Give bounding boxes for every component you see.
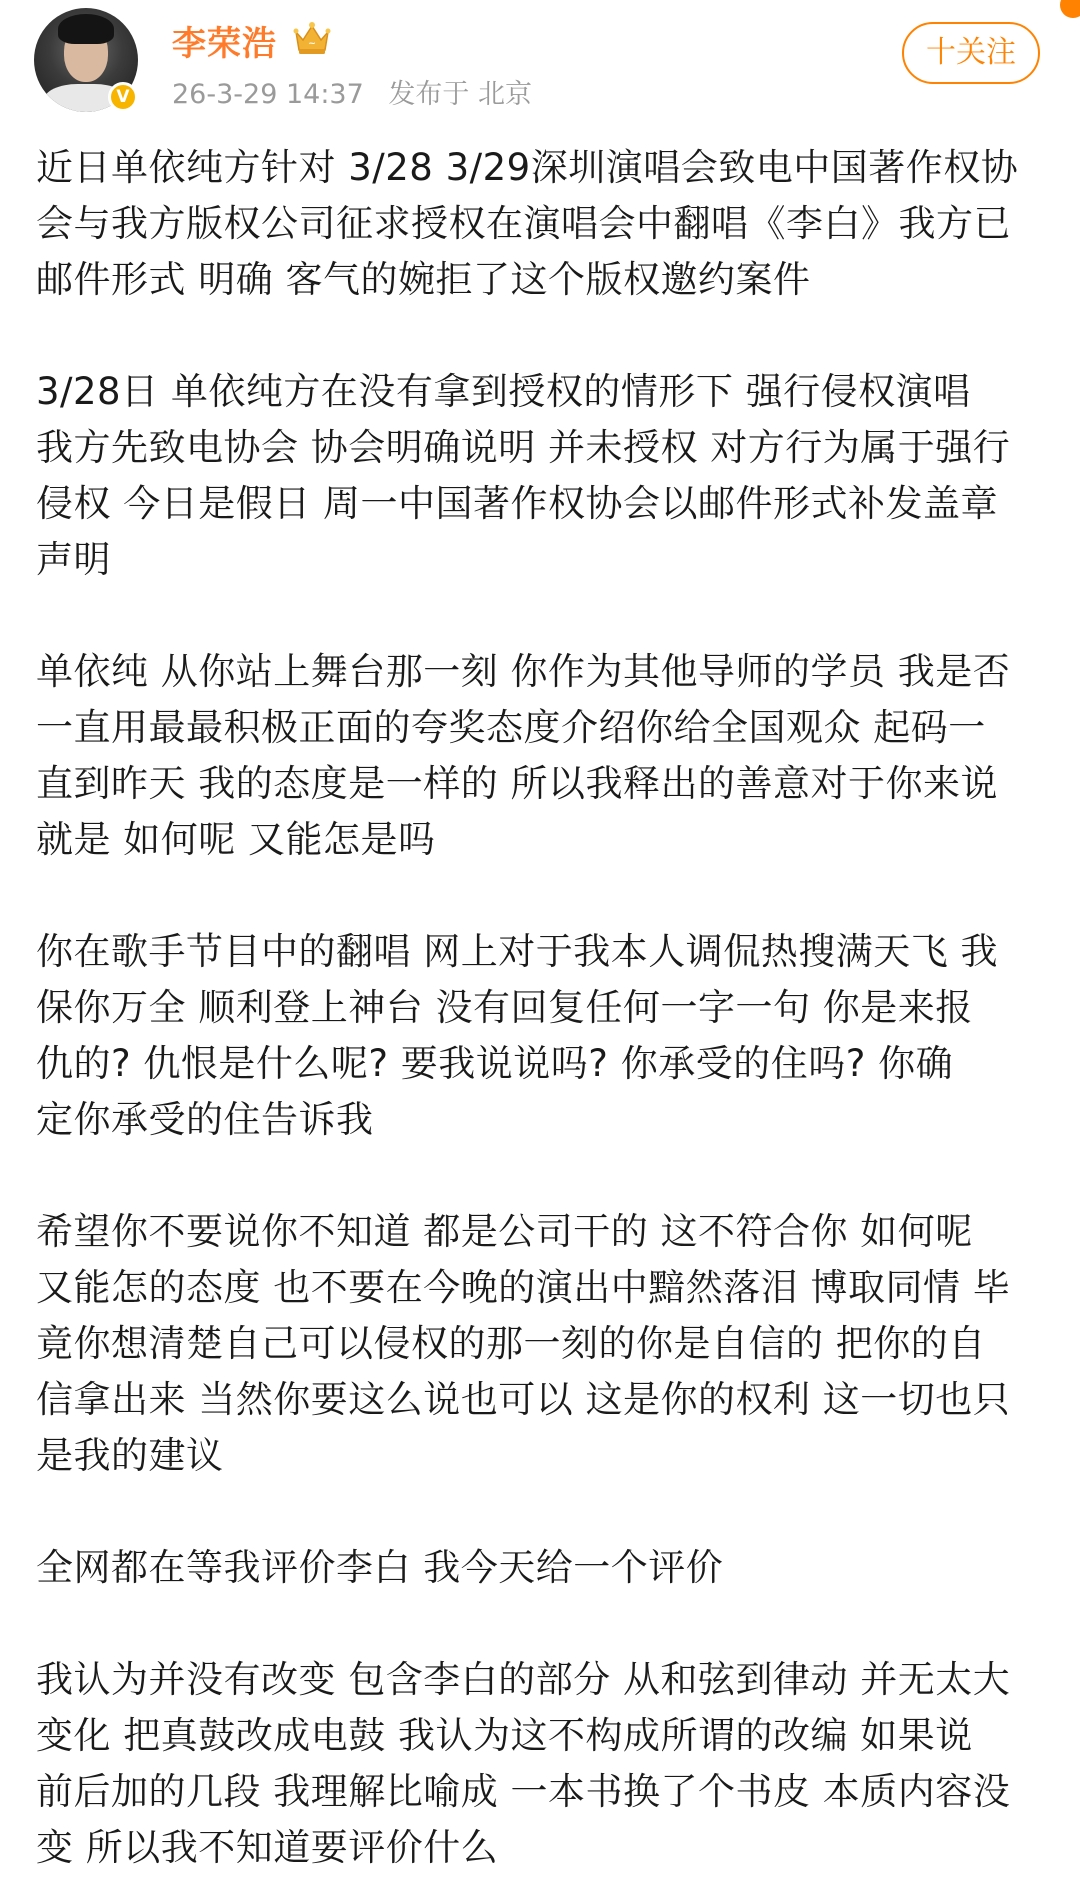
post-paragraph: 单依纯 从你站上舞台那一刻 你作为其他导师的学员 我是否 一直用最最积极正面的夸奖态度介绍你给全国观众 起码一 直到昨天 我的态度是一样的 所以我释出的善意对于你来说 就是 如何呢 又能怎是吗 bbox=[36, 650, 1011, 861]
post-body bbox=[36, 140, 1046, 1876]
post-paragraph: 全网都在等我评价李白 我今天给一个评价 bbox=[36, 1546, 724, 1589]
post-meta bbox=[172, 72, 548, 111]
post-paragraph: 希望你不要说你不知道 都是公司干的 这不符合你 如何呢 又能怎的态度 也不要在今晚的演出中黯然落泪 博取同情 毕 竟你想清楚自己可以侵权的那一刻的你是自信的 把你的自 信拿出来 当然你要这么说也可以 这是你的权利 这一切也只 是我的建议 bbox=[36, 1210, 1011, 1477]
verified-badge-icon: V bbox=[108, 82, 138, 112]
avatar[interactable] bbox=[34, 8, 138, 112]
post-location: 发布于 北京 bbox=[388, 79, 532, 110]
username[interactable]: 李荣浩 bbox=[172, 24, 277, 64]
crown-badge-icon bbox=[290, 18, 334, 56]
svg-text:~: ~ bbox=[308, 39, 316, 49]
post-header bbox=[0, 0, 1080, 118]
post-paragraph: 我认为并没有改变 包含李白的部分 从和弦到律动 并无太大 变化 把真鼓改成电鼓 我认为这不构成所谓的改编 如果说 前后加的几段 我理解比喻成 一本书换了个书皮 本质内容没 变 所以我不知道要评价什么 bbox=[36, 1658, 1011, 1869]
post-paragraph: 你在歌手节目中的翻唱 网上对于我本人调侃热搜满天飞 我 保你万全 顺利登上神台 没有回复任何一字一句 你是来报 仇的? 仇恨是什么呢? 要我说说吗? 你承受的住吗? 你确 定你承受的住告诉我 bbox=[36, 930, 999, 1141]
follow-button[interactable]: 十关注 bbox=[902, 22, 1040, 84]
post-timestamp: 26-3-29 14:37 bbox=[172, 79, 364, 110]
post-paragraph: 近日单依纯方针对 3/28 3/29深圳演唱会致电中国著作权协 会与我方版权公司征求授权在演唱会中翻唱《李白》我方已 邮件形式 明确 客气的婉拒了这个版权邀约案件 bbox=[36, 146, 1019, 301]
post-paragraph: 3/28日 单依纯方在没有拿到授权的情形下 强行侵权演唱 我方先致电协会 协会明确说明 并未授权 对方行为属于强行 侵权 今日是假日 周一中国著作权协会以邮件形式补发盖章 声明 bbox=[36, 370, 1011, 581]
